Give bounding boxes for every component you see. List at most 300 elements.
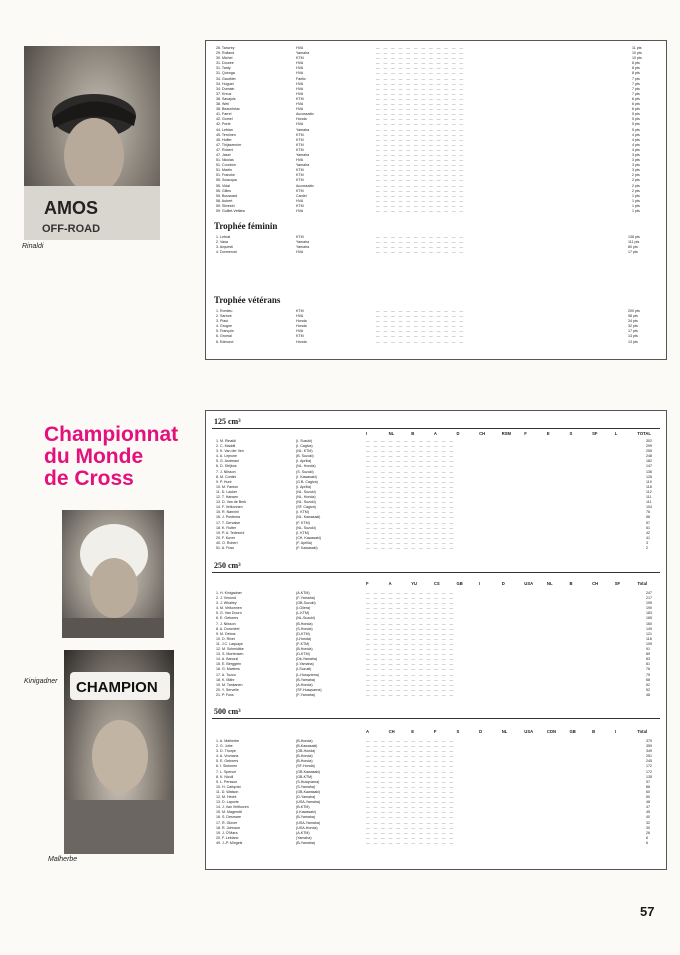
rider-name: 42. Gomel bbox=[216, 117, 233, 122]
result-dashes: — — — — — — — — — — — — bbox=[366, 749, 454, 754]
rider-name: 2. G. Jobe bbox=[216, 744, 233, 749]
rider-machine: KTM bbox=[296, 137, 304, 142]
column-header: NL bbox=[546, 581, 553, 586]
result-dashes: — — — — — — — — — — — — bbox=[376, 96, 464, 101]
rider-total: 32 bbox=[646, 820, 650, 825]
rider-machine: (NL-Suzuki) bbox=[296, 616, 315, 621]
result-dashes: — — — — — — — — — — — — bbox=[366, 520, 454, 525]
rider-points: 10 pts bbox=[632, 56, 642, 61]
rider-machine: HVA bbox=[296, 107, 304, 112]
rider-machine: (I. Suzuki) bbox=[296, 439, 313, 443]
rider-name: 20. Y. Servelle bbox=[216, 687, 239, 692]
result-dashes: — — — — — — — — — — — — bbox=[366, 495, 454, 500]
section-250-grid bbox=[366, 591, 453, 698]
result-dashes: — — — — — — — — — — — — bbox=[366, 515, 454, 520]
rider-machine: Yamaha bbox=[296, 245, 310, 250]
rider-total: 89 bbox=[646, 652, 650, 657]
result-dashes: — — — — — — — — — — — — bbox=[376, 76, 464, 81]
rider-name: 8. A. Donchéel bbox=[216, 626, 240, 631]
rider-points: 80 pts bbox=[628, 245, 638, 250]
rider-machine: (F-KTM) bbox=[296, 641, 310, 646]
rider-machine: (G.B. Cagiva) bbox=[296, 479, 318, 484]
rider-total: 51 bbox=[646, 525, 650, 530]
rider-name: 14. A. Barozzi bbox=[216, 657, 239, 662]
rider-points: 8 pts bbox=[632, 61, 640, 66]
rider-total: 6 bbox=[646, 835, 648, 840]
result-dashes: — — — — — — — — — — — — bbox=[366, 774, 454, 779]
feminin-machines bbox=[296, 235, 309, 255]
result-dashes: — — — — — — — — — — — — bbox=[376, 198, 464, 203]
rider-total: 50 bbox=[646, 795, 650, 800]
rider-name: 10. H. Carlqvist bbox=[216, 784, 241, 789]
rider-machine: (I-Kawasaki) bbox=[296, 810, 316, 815]
rider-machine: KTM bbox=[296, 142, 304, 147]
rider-name: 6. Gromal bbox=[216, 334, 232, 339]
rider-total: 26 bbox=[646, 830, 650, 835]
result-dashes: — — — — — — — — — — — — bbox=[366, 764, 454, 769]
rider-machine: Honda bbox=[296, 324, 307, 329]
caption-kinigadner: Kinigadner bbox=[24, 678, 58, 685]
result-dashes: — — — — — — — — — — — — bbox=[376, 102, 464, 107]
rider-machine: (NL. KTM) bbox=[296, 449, 313, 454]
rider-points: 8 pts bbox=[632, 71, 640, 76]
rider-name: 28. Tancrey bbox=[216, 46, 235, 50]
rider-name: 16. J. Postema bbox=[216, 515, 240, 520]
rider-name: 6. D. Strijbos bbox=[216, 464, 237, 469]
rider-total: 111 bbox=[646, 495, 652, 500]
rider-name: 30. Michel bbox=[216, 56, 233, 61]
rider-machine: Yamaha bbox=[296, 163, 310, 168]
rider-total: 118 bbox=[646, 484, 652, 489]
column-header: L bbox=[614, 431, 618, 436]
rider-total: 370 bbox=[646, 739, 652, 743]
rider-points: 17 pts bbox=[628, 250, 638, 255]
rider-name: 38. Weil bbox=[216, 102, 229, 107]
top-dash-grid bbox=[376, 46, 463, 214]
rider-name: 5. E. Geboers bbox=[216, 759, 239, 764]
rider-name: 4. A. Vromans bbox=[216, 754, 239, 759]
result-dashes: — — — — — — — — — — — — bbox=[376, 250, 464, 255]
rider-name: 1. M. Rinaldi bbox=[216, 439, 236, 443]
rider-machine: (F-Yamaha) bbox=[296, 692, 315, 697]
rider-total: 48 bbox=[646, 692, 650, 697]
rider-machine: (S-Honda) bbox=[296, 626, 313, 631]
column-header: GB bbox=[569, 729, 576, 734]
rider-total: 81 bbox=[646, 662, 650, 667]
rider-machine: (GB-Suzuki) bbox=[296, 601, 316, 606]
rider-machine: (NL. Suzuki) bbox=[296, 489, 316, 494]
result-dashes: — — — — — — — — — — — — bbox=[366, 825, 454, 830]
result-dashes: — — — — — — — — — — — — bbox=[376, 152, 464, 157]
rider-total: 76 bbox=[646, 510, 650, 515]
rider-machine: (F. KTM) bbox=[296, 520, 310, 525]
column-header: USA bbox=[524, 581, 534, 586]
rider-total: 58 bbox=[646, 515, 650, 520]
column-header: CDN bbox=[546, 729, 556, 734]
rider-name: 59. Silvestri bbox=[216, 203, 235, 208]
result-dashes: — — — — — — — — — — — — bbox=[366, 830, 454, 835]
rider-machine: (I-Yamaha) bbox=[296, 662, 314, 667]
rider-machine: Accossatto bbox=[296, 112, 314, 117]
rider-machine: (I. Cagiva) bbox=[296, 444, 313, 449]
rider-machine: (A-Honda) bbox=[296, 682, 313, 687]
rider-machine: KTM bbox=[296, 168, 304, 173]
result-dashes: — — — — — — — — — — — — bbox=[376, 147, 464, 152]
rider-machine: (USA-Honda) bbox=[296, 825, 318, 830]
rider-name: 45. Hoffer bbox=[216, 137, 232, 142]
result-dashes: — — — — — — — — — — — — bbox=[366, 454, 454, 459]
rider-total: 255 bbox=[646, 449, 652, 454]
rider-name: 18. R. Johnson bbox=[216, 825, 241, 830]
rider-machine: (I-Suzuki) bbox=[296, 667, 312, 672]
rider-total: 251 bbox=[646, 754, 652, 759]
rider-total: 136 bbox=[646, 469, 652, 474]
veterans-riders bbox=[216, 309, 234, 345]
rider-name: 55. Vidal bbox=[216, 183, 230, 188]
result-dashes: — — — — — — — — — — — — bbox=[376, 173, 464, 178]
section-500-table bbox=[216, 739, 652, 845]
column-header: F bbox=[524, 431, 527, 436]
rider-name: 3. Arquesti bbox=[216, 245, 233, 250]
rider-machine: HVA bbox=[296, 314, 304, 319]
rider-name: 47. Jaser bbox=[216, 152, 231, 157]
column-header: YU bbox=[411, 581, 418, 586]
result-dashes: — — — — — — — — — — — — bbox=[376, 178, 464, 183]
rider-name: 11. D. Watson bbox=[216, 789, 239, 794]
rider-machine: HVA bbox=[296, 122, 304, 127]
rider-machine: (NL. Suzuki) bbox=[296, 525, 316, 530]
rider-machine: (USA-Yamaha) bbox=[296, 800, 321, 805]
result-dashes: — — — — — — — — — — — — bbox=[366, 464, 454, 469]
rider-name: 5. François bbox=[216, 329, 234, 334]
result-dashes: — — — — — — — — — — — — bbox=[376, 61, 464, 66]
rider-name: 14. F. Velkonnen bbox=[216, 505, 243, 510]
rider-points: 2 pts bbox=[632, 188, 640, 193]
result-dashes: — — — — — — — — — — — — bbox=[376, 163, 464, 168]
rider-machine: (GB-Honda) bbox=[296, 749, 316, 754]
result-dashes: — — — — — — — — — — — — bbox=[366, 636, 454, 641]
rider-machine: (CH. Kawasaki) bbox=[296, 535, 321, 540]
rider-total: 359 bbox=[646, 744, 652, 749]
rider-name: 31. Tardy bbox=[216, 66, 231, 71]
result-dashes: — — — — — — — — — — — — bbox=[366, 815, 454, 820]
column-header: I bbox=[614, 729, 616, 734]
result-dashes: — — — — — — — — — — — — bbox=[366, 489, 454, 494]
rider-name: 2. Sartore bbox=[216, 314, 232, 319]
result-dashes: — — — — — — — — — — — — bbox=[366, 510, 454, 515]
result-dashes: — — — — — — — — — — — — bbox=[366, 631, 454, 636]
result-dashes: — — — — — — — — — — — — bbox=[366, 449, 454, 454]
rider-machine: (B-KTM) bbox=[296, 805, 310, 810]
rider-total: 3 bbox=[646, 540, 648, 545]
rider-name: 6. I. Sintonen bbox=[216, 764, 238, 769]
column-header: D bbox=[456, 431, 460, 436]
result-dashes: — — — — — — — — — — — — bbox=[366, 621, 454, 626]
rider-machine: (GB-KTM) bbox=[296, 774, 313, 779]
rider-machine: (L-KTM) bbox=[296, 611, 310, 616]
result-dashes: — — — — — — — — — — — — bbox=[366, 530, 454, 535]
result-dashes: — — — — — — — — — — — — bbox=[366, 616, 454, 621]
section-125-title: 125 cm³ bbox=[214, 417, 241, 426]
rider-name: 18. K. Mähr bbox=[216, 677, 235, 682]
rider-total: 299 bbox=[646, 444, 652, 449]
rider-name: 4. M. Velkonnen bbox=[216, 606, 242, 611]
result-dashes: — — — — — — — — — — — — bbox=[376, 56, 464, 61]
rider-total: 52 bbox=[646, 682, 650, 687]
rider-points: 3 pts bbox=[632, 158, 640, 163]
divider bbox=[212, 718, 660, 719]
svg-text:CHAMPION: CHAMPION bbox=[76, 679, 158, 696]
column-header: NL bbox=[388, 431, 395, 436]
rider-name: 20. F. Leblanc bbox=[216, 835, 239, 840]
caption-malherbe: Malherbe bbox=[48, 856, 78, 863]
section-250-table bbox=[216, 591, 652, 697]
championship-box bbox=[205, 410, 667, 870]
rider-total: 165 bbox=[646, 616, 652, 621]
rider-name: 51. Nicolas bbox=[216, 158, 234, 163]
rider-points: 4 pts bbox=[632, 137, 640, 142]
column-header: CH bbox=[388, 729, 395, 734]
column-header: SF bbox=[614, 581, 621, 586]
result-dashes: — — — — — — — — — — — — bbox=[366, 662, 454, 667]
rider-points: 2 pts bbox=[632, 178, 640, 183]
veterans-dash-grid bbox=[376, 309, 463, 345]
result-dashes: — — — — — — — — — — — — bbox=[366, 439, 454, 443]
rider-name: 51. A. Fuss bbox=[216, 545, 234, 550]
rider-total: 126 bbox=[646, 474, 652, 479]
section-250-title: 250 cm³ bbox=[214, 561, 241, 570]
veterans-points bbox=[628, 309, 640, 345]
rider-total: 245 bbox=[646, 759, 652, 764]
rider-points: 7 pts bbox=[632, 91, 640, 96]
result-dashes: — — — — — — — — — — — — bbox=[376, 209, 464, 213]
rider-points: 2 pts bbox=[632, 173, 640, 178]
rider-points: 8 pts bbox=[632, 66, 640, 71]
rider-machine: Yamaha bbox=[296, 51, 310, 56]
rider-total: 112 bbox=[646, 489, 652, 494]
result-dashes: — — — — — — — — — — — — bbox=[376, 142, 464, 147]
rider-total: 30 bbox=[646, 825, 650, 830]
rider-photo-kinigadner bbox=[62, 510, 164, 638]
result-dashes: — — — — — — — — — — — — bbox=[376, 203, 464, 208]
rider-name: 1. Romieu bbox=[216, 309, 233, 313]
rider-total: 91 bbox=[646, 647, 650, 652]
result-dashes: — — — — — — — — — — — — bbox=[366, 759, 454, 764]
result-dashes: — — — — — — — — — — — — bbox=[366, 739, 454, 743]
rider-name: 51. Martin bbox=[216, 168, 232, 173]
result-dashes: — — — — — — — — — — — — bbox=[376, 107, 464, 112]
rider-machine: (NL. Suzuki) bbox=[296, 500, 316, 505]
column-header: TOTAL bbox=[637, 431, 651, 436]
column-header: B bbox=[592, 729, 596, 734]
rider-total: 104 bbox=[646, 505, 652, 510]
rider-name: 55. Gilles bbox=[216, 188, 231, 193]
result-dashes: — — — — — — — — — — — — bbox=[366, 545, 454, 550]
column-header: B bbox=[411, 431, 415, 436]
result-dashes: — — — — — — — — — — — — bbox=[376, 51, 464, 56]
result-dashes: — — — — — — — — — — — — bbox=[366, 647, 454, 652]
caption-rinaldi: Rinaldi bbox=[22, 243, 44, 250]
rider-name: 18. K. Rutter bbox=[216, 525, 237, 530]
result-dashes: — — — — — — — — — — — — bbox=[366, 540, 454, 545]
rider-points: 11 pts bbox=[632, 46, 642, 50]
result-dashes: — — — — — — — — — — — — bbox=[366, 657, 454, 662]
result-dashes: — — — — — — — — — — — — bbox=[366, 805, 454, 810]
rider-name: 42. Porte bbox=[216, 122, 231, 127]
rider-name: 12. T. Hansen bbox=[216, 495, 239, 500]
rider-points: 5 pts bbox=[632, 117, 640, 122]
result-dashes: — — — — — — — — — — — — bbox=[366, 525, 454, 530]
column-header: E bbox=[546, 431, 550, 436]
rider-total: 83 bbox=[646, 657, 650, 662]
divider bbox=[212, 572, 660, 573]
rider-total: 68 bbox=[646, 677, 650, 682]
rider-machine: HVA bbox=[296, 81, 304, 86]
rider-total: 52 bbox=[646, 687, 650, 692]
result-dashes: — — — — — — — — — — — — bbox=[366, 779, 454, 784]
result-dashes: — — — — — — — — — — — — bbox=[366, 672, 454, 677]
column-header: F bbox=[366, 581, 369, 586]
result-dashes: — — — — — — — — — — — — bbox=[366, 744, 454, 749]
rider-name: 29. Rolland bbox=[216, 51, 235, 56]
feminin-dash-grid bbox=[376, 235, 463, 255]
column-header: A bbox=[388, 581, 392, 586]
rider-points: 5 pts bbox=[632, 122, 640, 127]
result-dashes: — — — — — — — — — — — — bbox=[366, 820, 454, 825]
rider-machine: (NL. Honda) bbox=[296, 495, 316, 500]
result-dashes: — — — — — — — — — — — — bbox=[376, 188, 464, 193]
rider-machine: (SF. Cagiva) bbox=[296, 505, 316, 510]
rider-machine: (SF-Honda) bbox=[296, 764, 315, 769]
result-dashes: — — — — — — — — — — — — bbox=[376, 158, 464, 163]
result-dashes: — — — — — — — — — — — — bbox=[376, 309, 464, 313]
rider-name: 1. H. Kinigadner bbox=[216, 591, 242, 595]
rider-name: 10. D. Rivet bbox=[216, 636, 235, 641]
result-dashes: — — — — — — — — — — — — bbox=[366, 687, 454, 692]
column-header: RSM bbox=[501, 431, 511, 436]
rider-machine: (S. Suzuki) bbox=[296, 469, 314, 474]
section-500-machines bbox=[296, 739, 320, 846]
rider-machine: HVA bbox=[296, 71, 304, 76]
result-dashes: — — — — — — — — — — — — bbox=[366, 500, 454, 505]
rider-name: 16. G. Martens bbox=[216, 667, 240, 672]
rider-machine: (B-Honda) bbox=[296, 739, 313, 743]
rider-name: 20. F. Kover bbox=[216, 535, 236, 540]
section-250-totals bbox=[646, 591, 652, 698]
rider-name: 3. Piaut bbox=[216, 319, 229, 324]
column-header: Total bbox=[637, 581, 648, 586]
rider-machine: (D-KTM) bbox=[296, 631, 310, 636]
rider-name: 3. K. Van der Ven bbox=[216, 449, 244, 454]
column-header: CH bbox=[479, 431, 486, 436]
rider-machine: Honda bbox=[296, 319, 307, 324]
rider-machine: (D-Yamaha) bbox=[296, 795, 316, 800]
result-dashes: — — — — — — — — — — — — bbox=[366, 535, 454, 540]
rider-machine: (F. Kawasaki) bbox=[296, 545, 318, 550]
column-header: SF bbox=[592, 431, 598, 436]
rider-points: 5 pts bbox=[632, 127, 640, 132]
rider-machine: (A-KTM) bbox=[296, 591, 310, 595]
rider-machine: Honda bbox=[296, 339, 307, 344]
rider-name: 1. Lebrat bbox=[216, 235, 231, 239]
rider-name: 47. Robert bbox=[216, 147, 233, 152]
rider-total: 119 bbox=[646, 479, 652, 484]
result-dashes: — — — — — — — — — — — — bbox=[366, 459, 454, 464]
rider-photo-illustration bbox=[64, 650, 174, 854]
result-dashes: — — — — — — — — — — — — bbox=[376, 132, 464, 137]
rider-machine: (A-KTM) bbox=[296, 830, 310, 835]
rider-machine: HVA bbox=[296, 158, 304, 163]
rider-points: 13 pts bbox=[628, 334, 638, 339]
rider-name: 40. O. Robert bbox=[216, 540, 238, 545]
rider-name: 31. Quiroga bbox=[216, 71, 235, 76]
rider-name: 4. Grogne bbox=[216, 324, 232, 329]
divider bbox=[212, 428, 660, 429]
rider-name: 58. Aubert bbox=[216, 198, 233, 203]
rider-points: 32 pts bbox=[628, 324, 638, 329]
veterans-table bbox=[216, 309, 640, 344]
rider-machine: HVA bbox=[296, 86, 304, 91]
rider-name: 4. A. Lejeune bbox=[216, 454, 237, 459]
rider-name: 2. Vasa bbox=[216, 240, 228, 245]
rider-points: 3 pts bbox=[632, 163, 640, 168]
result-dashes: — — — — — — — — — — — — bbox=[366, 474, 454, 479]
rider-name: 21. P. Fuss bbox=[216, 692, 234, 697]
rider-name: 15. R. Nannini bbox=[216, 510, 239, 515]
rider-total: 60 bbox=[646, 789, 650, 794]
rider-total: 302 bbox=[646, 439, 652, 443]
rider-name: 19. M. Tankanen bbox=[216, 682, 243, 687]
rider-machine: (Dk-Yamaha) bbox=[296, 657, 318, 662]
rider-machine: (I. Aprilia) bbox=[296, 484, 312, 489]
rider-total: 109 bbox=[646, 641, 652, 646]
rider-machine: Fantic bbox=[296, 76, 306, 81]
rider-total: 88 bbox=[646, 784, 650, 789]
rider-total: 147 bbox=[646, 464, 652, 469]
result-dashes: — — — — — — — — — — — — bbox=[366, 835, 454, 840]
rider-machine: (B-Honda) bbox=[296, 621, 313, 626]
rider-machine: (S-Yamaha) bbox=[296, 784, 316, 789]
rider-points: 111 pts bbox=[628, 240, 640, 245]
feminin-points bbox=[628, 235, 640, 255]
rider-total: 118 bbox=[646, 636, 652, 641]
rider-total: 217 bbox=[646, 596, 652, 601]
top-machines-column bbox=[296, 46, 314, 214]
rider-total: 149 bbox=[646, 626, 652, 631]
result-dashes: — — — — — — — — — — — — bbox=[376, 193, 464, 198]
result-dashes: — — — — — — — — — — — — bbox=[376, 235, 464, 239]
rider-points: 1 pts bbox=[632, 193, 640, 198]
rider-points: 3 pts bbox=[632, 168, 640, 173]
rider-machine: (NL. Kawasaki) bbox=[296, 515, 321, 520]
column-header: F bbox=[433, 729, 437, 734]
rider-total: 40 bbox=[646, 815, 650, 820]
rider-name: 2. J. Vimond bbox=[216, 596, 236, 601]
rider-total: 97 bbox=[646, 779, 650, 784]
result-dashes: — — — — — — — — — — — — bbox=[376, 334, 464, 339]
rider-name: 11. J.C. Laquaye bbox=[216, 641, 243, 646]
rider-total: 2 bbox=[646, 545, 648, 550]
rider-total: 42 bbox=[646, 530, 650, 535]
rider-points: 2 pts bbox=[632, 183, 640, 188]
rider-points: 6 pts bbox=[632, 102, 640, 107]
rider-points: 4 pts bbox=[632, 132, 640, 137]
rider-points: 200 pts bbox=[628, 309, 640, 313]
column-header: I bbox=[366, 431, 368, 436]
rider-name: 13. D. Laporte bbox=[216, 800, 239, 805]
rider-points: 5 pts bbox=[632, 112, 640, 117]
section-250-riders bbox=[216, 591, 244, 698]
